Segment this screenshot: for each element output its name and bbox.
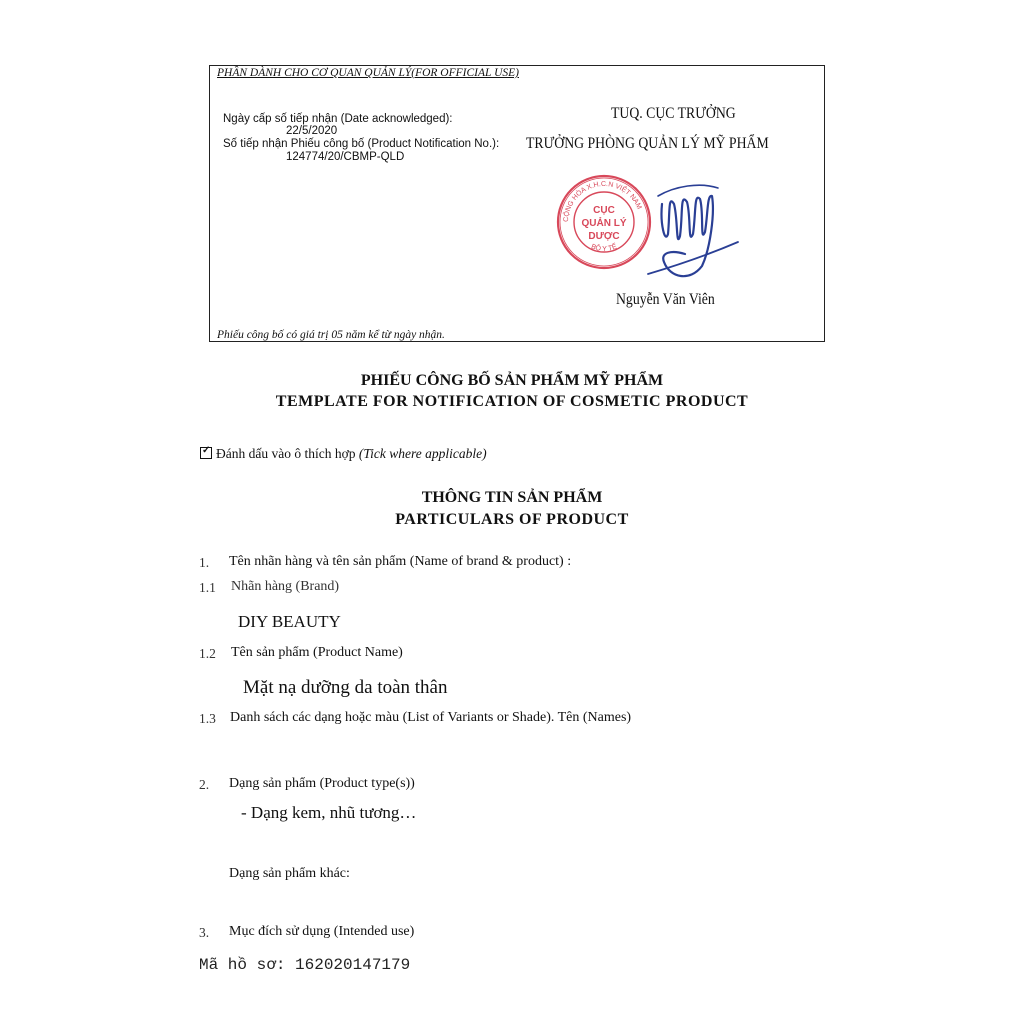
svg-text:CỘNG HÒA X.H.C.N VIỆT NAM: CỘNG HÒA X.H.C.N VIỆT NAM — [562, 180, 643, 223]
date-acknowledged-value: 22/5/2020 — [286, 125, 338, 137]
item-1-1-label: Nhãn hàng (Brand) — [231, 579, 340, 594]
item-1-3-label: Danh sách các dạng hoặc màu (List of Variants or Shade). Tên (Names) — [230, 710, 632, 725]
official-seal-stamp — [554, 172, 654, 272]
signer-name: Nguyễn Văn Viên — [616, 291, 715, 308]
svg-text:CỤC: CỤC — [593, 205, 615, 216]
item-2-label: Dạng sản phẩm (Product type(s)) — [229, 776, 415, 791]
item-1-label: Tên nhãn hàng và tên sản phẩm (Name of brand & product) : — [229, 554, 572, 569]
item-1-1-number: 1.1 — [199, 580, 216, 595]
notification-number-value: 124774/20/CBMP-QLD — [286, 151, 405, 163]
date-acknowledged-label: Ngày cấp số tiếp nhận (Date acknowledged): — [223, 113, 453, 125]
signer-title-2: TRƯỞNG PHÒNG QUẢN LÝ MỸ PHẨM — [526, 135, 769, 152]
item-3-number: 3. — [199, 925, 210, 940]
official-use-box — [209, 65, 825, 342]
item-1-2-number: 1.2 — [199, 646, 216, 661]
document-title-en: TEMPLATE FOR NOTIFICATION OF COSMETIC PRODUCT — [275, 393, 749, 410]
section-title-en: PARTICULARS OF PRODUCT — [395, 511, 629, 528]
document-title-vn: PHIẾU CÔNG BỐ SẢN PHẨM MỸ PHẨM — [360, 372, 664, 389]
validity-note: Phiếu công bố có giá trị 05 năm kể từ ngày nhận. — [217, 329, 445, 341]
tick-instruction — [200, 446, 487, 462]
item-3-label: Mục đích sử dụng (Intended use) — [229, 924, 415, 939]
other-product-type-label: Dạng sản phẩm khác: — [229, 866, 350, 881]
product-name-value: Mặt nạ dưỡng da toàn thân — [243, 677, 448, 698]
file-code: Mã hồ sơ: 162020147179 — [199, 956, 411, 974]
svg-text:QUẢN LÝ: QUẢN LÝ — [581, 218, 627, 229]
svg-text:DƯỢC: DƯỢC — [588, 231, 620, 242]
official-use-header: PHẦN DÀNH CHO CƠ QUAN QUẢN LÝ(FOR OFFICIAL USE) — [217, 67, 519, 79]
tick-instruction-text: Đánh dấu vào ô thích hợp — [216, 446, 356, 461]
item-2-number: 2. — [199, 777, 210, 792]
tick-instruction-text-en: (Tick where applicable) — [358, 446, 487, 461]
notification-number-label: Số tiếp nhận Phiếu công bố (Product Notification No.): — [223, 138, 500, 150]
signer-title-1: TUQ. CỤC TRƯỞNG — [611, 105, 736, 122]
product-type-value: - Dạng kem, nhũ tương… — [241, 803, 417, 822]
item-1-number: 1. — [199, 555, 210, 570]
svg-text:BỘ Y TẾ: BỘ Y TẾ — [590, 243, 618, 253]
brand-value: DIY BEAUTY — [238, 612, 341, 631]
section-title-vn: THÔNG TIN SẢN PHẨM — [421, 489, 603, 506]
checked-box-icon: ✓ — [200, 447, 212, 459]
item-1-2-label: Tên sản phẩm (Product Name) — [231, 645, 403, 660]
handwritten-signature — [640, 174, 740, 284]
item-1-3-number: 1.3 — [199, 711, 216, 726]
